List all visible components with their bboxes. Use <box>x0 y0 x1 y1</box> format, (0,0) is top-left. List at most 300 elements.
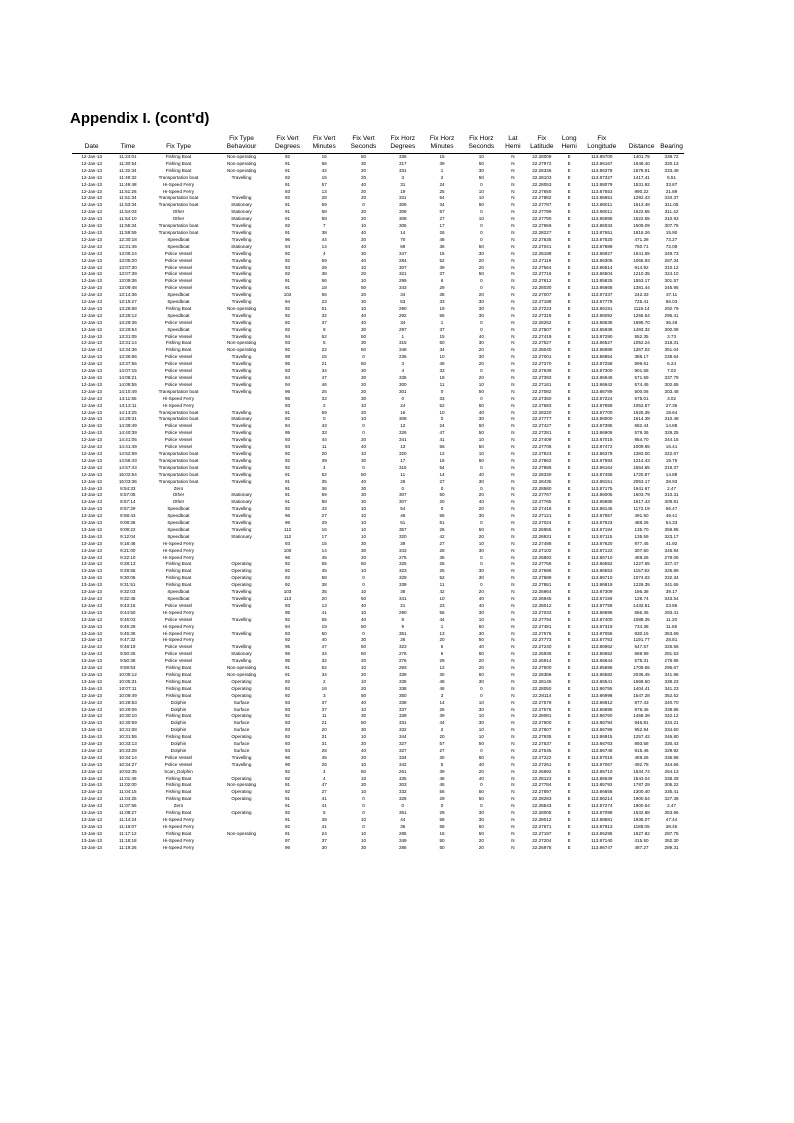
table-cell: N <box>511 305 515 311</box>
table-cell: 44 <box>439 616 445 622</box>
table-cell: 22.28005 <box>532 810 552 816</box>
table-cell: 318.31 <box>664 340 679 346</box>
table-cell: 20 <box>360 782 367 788</box>
table-cell: 50 <box>478 526 484 532</box>
table-cell: N <box>511 209 515 215</box>
table-cell: E <box>567 223 571 229</box>
table-cell: N <box>511 437 515 443</box>
table-cell: 22.27659 <box>532 223 552 229</box>
table-cell: E <box>567 782 571 788</box>
table-cell: 94 <box>284 423 291 429</box>
table-cell: Fishing Boat <box>165 340 192 346</box>
table-cell: 12-Jan-13 <box>81 354 102 360</box>
table-cell: 22.27972 <box>532 160 552 166</box>
table-cell: 18 <box>321 285 327 291</box>
table-cell: 310.31 <box>664 492 679 498</box>
table-cell: 5 <box>440 761 444 767</box>
table-cell: 10 <box>478 195 484 201</box>
table-cell: N <box>511 582 515 588</box>
table-cell: 92 <box>284 450 291 456</box>
table-cell: Travelling <box>231 644 252 650</box>
table-cell: 44 <box>439 720 445 726</box>
table-cell: 0 <box>401 485 405 491</box>
table-cell: 113.88151 <box>591 478 613 484</box>
table-cell: 952.94 <box>634 727 649 733</box>
table-cell: Stationary <box>231 216 252 222</box>
table-cell: 113.86946 <box>591 375 613 380</box>
table-cell: 91 <box>284 409 291 415</box>
table-cell: 26 <box>439 229 445 235</box>
table-cell: E <box>567 174 571 180</box>
table-cell: 8 <box>401 616 405 622</box>
table-cell: 16 <box>400 409 406 415</box>
table-cell: 40 <box>478 602 484 608</box>
table-cell: 0 <box>362 823 365 829</box>
table-cell: 13-Jan-13 <box>81 630 102 636</box>
table-cell: 10 <box>478 450 484 456</box>
table-cell: 491.50 <box>634 513 649 519</box>
table-cell: 12-Jan-13 <box>81 368 102 374</box>
table-cell: 113.86011 <box>591 202 613 208</box>
table-cell: 0 <box>401 803 405 809</box>
table-cell: 12-Jan-13 <box>81 326 102 332</box>
table-cell: 93 <box>284 340 291 346</box>
table-cell: 14:41:05 <box>118 437 137 443</box>
table-cell: 13-Jan-13 <box>81 665 102 671</box>
table-cell: 342 <box>398 761 407 767</box>
table-cell: 292 <box>398 312 407 318</box>
table-cell: 0 <box>362 430 365 436</box>
table-cell: 40 <box>360 229 367 235</box>
table-cell: 13-Jan-13 <box>81 616 102 622</box>
table-cell: 13-Jan-13 <box>81 609 102 615</box>
table-cell: 20 <box>360 209 367 215</box>
table-cell: 10 <box>360 506 367 512</box>
table-cell: E <box>567 520 571 526</box>
table-cell: 12 <box>400 423 406 429</box>
table-cell: 9:18:48 <box>120 540 136 546</box>
table-cell: 22.26945 <box>532 596 552 601</box>
table-cell: 37 <box>439 271 445 277</box>
table-cell: Speedboat <box>167 299 190 305</box>
table-cell: 0 <box>480 561 483 567</box>
table-cell: 285 <box>398 830 407 836</box>
table-cell: 10:29:06 <box>118 706 137 712</box>
table-cell: E <box>567 651 571 657</box>
table-cell: N <box>511 174 515 180</box>
table-cell: 20 <box>360 174 367 180</box>
table-cell: 15 <box>439 154 445 159</box>
table-cell: 59 <box>321 409 327 415</box>
table-cell: 10:05:12 <box>118 671 137 677</box>
table-cell: Travelling <box>231 589 252 595</box>
table-cell: 30 <box>478 478 484 484</box>
table-row <box>72 603 684 610</box>
table-cell: 13-Jan-13 <box>81 678 102 684</box>
table-cell: 13-Jan-13 <box>81 747 102 753</box>
table-cell: Operating <box>231 568 252 574</box>
table-cell: 1531.92 <box>633 181 650 187</box>
table-cell: 31 <box>321 734 327 740</box>
table-cell: E <box>567 499 571 505</box>
table-cell: N <box>511 630 515 636</box>
table-cell: 323.17 <box>664 533 679 539</box>
table-cell: 113.86868 <box>591 285 613 291</box>
table-cell: 1381.44 <box>633 285 650 291</box>
table-cell: 47.44 <box>665 817 678 822</box>
table-cell: 349 <box>398 837 407 843</box>
table-cell: 6 <box>440 278 444 284</box>
table-cell: 16 <box>439 830 445 836</box>
table-cell: 12-Jan-13 <box>81 223 102 229</box>
table-cell: 290 <box>398 609 407 615</box>
column-header: Fix Horz Minutes <box>422 135 461 154</box>
table-row <box>72 334 684 341</box>
table-cell: 1900.54 <box>633 803 650 809</box>
table-row <box>72 347 684 354</box>
table-cell: Travelling <box>231 326 252 332</box>
table-cell: 332 <box>398 727 407 733</box>
table-row <box>72 278 684 285</box>
table-cell: N <box>511 844 515 850</box>
table-cell: N <box>511 658 515 664</box>
table-row <box>72 589 684 596</box>
table-cell: 1432.61 <box>633 602 650 608</box>
table-cell: 22.27823 <box>532 450 552 456</box>
table-cell: 12-Jan-13 <box>81 409 102 415</box>
table-cell: 69 <box>400 243 406 249</box>
table-cell: 39 <box>439 713 445 719</box>
table-cell: N <box>511 651 515 657</box>
table-cell: 0 <box>480 582 483 588</box>
table-cell: 22.26892 <box>532 554 552 560</box>
table-cell: 12-Jan-13 <box>81 236 102 242</box>
table-cell: 20 <box>321 450 327 456</box>
table-cell: 12-Jan-13 <box>81 305 102 311</box>
table-cell: 10 <box>439 596 445 601</box>
table-cell: E <box>567 216 571 222</box>
table-cell: 19 <box>400 188 406 194</box>
table-cell: 9:31:51 <box>120 582 136 588</box>
table-cell: 30 <box>439 754 445 760</box>
table-cell: 238.64 <box>664 354 679 360</box>
table-cell: 323 <box>398 644 407 650</box>
table-cell: 10 <box>360 520 367 526</box>
table-cell: Speedboat <box>167 526 190 532</box>
table-cell: 41 <box>321 796 327 802</box>
table-cell: 13:07:30 <box>118 264 137 270</box>
table-cell: 0 <box>480 685 483 691</box>
table-cell: 20 <box>321 596 327 601</box>
table-cell: 6 <box>440 651 444 657</box>
table-cell: 1709.55 <box>633 665 650 671</box>
table-cell: 47 <box>439 430 445 436</box>
table-row <box>72 430 684 437</box>
table-cell: 1 <box>401 333 405 339</box>
column-header: Lat Hemi <box>501 135 525 154</box>
table-cell: Stationary <box>231 499 252 505</box>
table-cell: 13-Jan-13 <box>81 554 102 560</box>
table-cell: 50 <box>478 651 484 657</box>
table-cell: 12 <box>439 665 445 671</box>
table-cell: 0 <box>480 747 483 753</box>
table-cell: E <box>567 257 571 263</box>
table-row <box>72 223 684 230</box>
table-cell: 325 <box>398 796 407 802</box>
table-cell: 13 <box>400 444 406 450</box>
table-cell: 0 <box>440 388 444 394</box>
table-cell: 22.26914 <box>532 658 552 664</box>
table-cell: Transportation boat <box>158 409 199 415</box>
table-cell: 12-Jan-13 <box>81 361 102 367</box>
table-row <box>72 154 684 161</box>
table-cell: 25 <box>439 568 445 574</box>
table-cell: 54 <box>439 464 445 470</box>
table-cell: 12-Jan-13 <box>81 167 102 173</box>
table-cell: 50 <box>439 492 445 498</box>
table-cell: 98 <box>284 354 291 360</box>
table-cell: E <box>567 810 571 816</box>
table-cell: Transportation boat <box>158 457 199 463</box>
table-cell: 324.10 <box>664 271 679 277</box>
table-cell: 22.28227 <box>532 229 552 235</box>
table-cell: N <box>511 526 515 532</box>
table-cell: 20 <box>439 637 445 643</box>
table-row <box>72 672 684 679</box>
table-cell: 22.28030 <box>532 285 552 291</box>
table-cell: 582.44 <box>634 423 649 429</box>
table-cell: 50 <box>360 720 367 726</box>
table-cell: 113.86794 <box>591 720 613 726</box>
table-cell: E <box>567 623 571 629</box>
table-cell: 52 <box>439 575 445 581</box>
table-cell: N <box>511 768 515 774</box>
table-cell: N <box>511 271 515 277</box>
table-cell: 0 <box>362 796 365 802</box>
table-cell: 10 <box>360 775 367 781</box>
table-cell: 24 <box>439 423 445 429</box>
table-cell: 0 <box>480 326 483 332</box>
table-cell: 13-Jan-13 <box>81 520 102 526</box>
table-cell: 113.87337 <box>591 292 613 298</box>
table-cell: 92 <box>284 195 291 201</box>
table-cell: 16 <box>321 526 327 532</box>
table-cell: 31 <box>400 181 406 187</box>
table-cell: Zero <box>173 485 184 491</box>
table-cell: 11:01:46 <box>119 775 137 781</box>
table-cell: 12-Jan-13 <box>81 347 102 353</box>
table-cell: 113.86748 <box>591 747 613 753</box>
table-cell: 27.35 <box>665 402 678 408</box>
table-row <box>72 610 684 617</box>
table-cell: N <box>511 596 515 601</box>
table-cell: 14.88 <box>665 423 678 429</box>
table-cell: 113.87016 <box>591 754 613 760</box>
table-cell: 10 <box>360 837 367 843</box>
table-cell: 12-Jan-13 <box>81 188 102 194</box>
table-cell <box>213 555 271 562</box>
table-cell: 50 <box>360 154 367 159</box>
table-cell: 36 <box>439 243 445 249</box>
table-cell: 22.27418 <box>532 506 552 512</box>
table-cell: 92 <box>284 457 291 463</box>
table-cell: 318.37 <box>664 464 679 470</box>
table-cell: 40 <box>478 471 484 477</box>
table-cell: 1191.77 <box>633 637 650 643</box>
table-cell: 22.28346 <box>532 167 552 173</box>
table-cell: Non-operating <box>226 782 257 788</box>
table-cell: 91 <box>284 216 291 222</box>
table-cell: 28.93 <box>665 478 678 484</box>
table-cell: 327.36 <box>664 796 679 802</box>
table-cell: 10 <box>360 678 367 684</box>
table-cell: 92 <box>284 678 291 684</box>
table-cell: 22.27261 <box>532 761 552 767</box>
table-cell: 13-Jan-13 <box>81 513 102 519</box>
table-cell: 93 <box>284 720 291 726</box>
table-cell: 22.27671 <box>532 823 552 829</box>
table-cell: 1227.65 <box>633 561 650 567</box>
table-cell: 20 <box>478 837 484 843</box>
table-cell: E <box>567 678 571 684</box>
table-row <box>72 389 684 396</box>
table-cell: E <box>567 547 571 553</box>
table-cell: 33.87 <box>665 181 678 187</box>
table-cell: 113.86651 <box>591 195 613 201</box>
table-cell: E <box>567 278 571 284</box>
table-cell: 1547.28 <box>633 692 650 698</box>
table-cell: E <box>567 741 571 747</box>
table-cell: E <box>567 209 571 215</box>
table-cell: 10:09:49 <box>118 692 137 698</box>
table-cell: 341.23 <box>664 685 679 691</box>
table-cell: 96 <box>284 513 291 519</box>
table-cell: 45 <box>321 568 327 574</box>
table-cell: 50 <box>478 823 484 829</box>
table-cell: 10 <box>360 416 367 422</box>
table-cell: 17 <box>321 533 327 539</box>
table-cell: 331 <box>398 720 407 726</box>
table-cell: 297 <box>398 326 407 332</box>
table-cell: 113.86760 <box>591 713 613 719</box>
table-cell: 351.04 <box>664 347 679 353</box>
table-cell: 91 <box>284 278 291 284</box>
table-cell: 12-Jan-13 <box>81 160 102 166</box>
table-cell: 113.86034 <box>591 223 613 229</box>
table-row <box>72 244 684 251</box>
table-row <box>72 437 684 444</box>
table-cell: 13-Jan-13 <box>81 602 102 608</box>
table-row <box>72 644 684 651</box>
table-cell: 93 <box>284 602 291 608</box>
table-cell: 14:10:49 <box>118 388 137 394</box>
table-cell: 352.52 <box>664 692 679 698</box>
table-row <box>72 237 684 244</box>
table-cell: 4 <box>322 768 326 774</box>
table-cell: 22.27204 <box>532 837 552 843</box>
table-cell: 18.64 <box>665 409 678 415</box>
table-cell: 22.28330 <box>532 471 552 477</box>
table-cell: 12-Jan-13 <box>81 271 102 277</box>
table-cell: 20 <box>478 533 484 539</box>
table-cell: Fishing Boat <box>165 830 192 836</box>
table-cell: 28 <box>439 547 445 553</box>
table-row <box>72 486 684 493</box>
table-cell: 329.92 <box>664 747 679 753</box>
table-cell: 93 <box>284 437 291 443</box>
table-cell: 22.27886 <box>532 464 552 470</box>
table-cell <box>213 182 271 189</box>
table-cell: 113.88079 <box>591 181 613 187</box>
table-cell: 38 <box>439 292 445 298</box>
table-cell: 13-Jan-13 <box>81 685 102 691</box>
table-cell: N <box>511 540 515 546</box>
table-cell: 13:07:39 <box>118 271 137 277</box>
table-cell: N <box>511 243 515 249</box>
table-cell: Travelling <box>231 506 252 512</box>
table-cell: 20 <box>360 292 367 298</box>
table-cell: 0 <box>440 803 444 809</box>
table-cell: 45 <box>321 754 327 760</box>
table-row <box>72 520 684 527</box>
table-cell: 311.42 <box>664 209 679 215</box>
table-row <box>72 686 684 693</box>
table-cell: N <box>511 823 515 829</box>
table-cell: 30 <box>360 540 367 546</box>
table-cell: 135.59 <box>634 533 649 539</box>
table-cell: 22.27545 <box>532 747 552 753</box>
table-cell: Travelling <box>231 630 252 636</box>
table-cell: 40 <box>478 644 484 650</box>
table-cell: Speedboat <box>167 243 190 249</box>
table-cell: 1720.87 <box>633 471 650 477</box>
table-cell: 13-Jan-13 <box>81 720 102 726</box>
table-cell: 113.86962 <box>591 644 613 650</box>
table-cell: 12-Jan-13 <box>81 264 102 270</box>
table-cell: 29 <box>439 810 445 816</box>
table-cell: 877.43 <box>634 699 649 705</box>
table-cell: 51 <box>321 305 327 311</box>
table-cell: Travelling <box>231 285 252 291</box>
table-cell: 14:08:55 <box>118 381 137 387</box>
table-cell: Operating <box>231 796 252 802</box>
table-cell: Speedboat <box>167 520 190 526</box>
table-row <box>72 637 684 644</box>
table-cell: 91 <box>284 229 291 235</box>
table-cell: Police Vessel <box>164 430 193 436</box>
table-cell: 70 <box>400 236 406 242</box>
table-row <box>72 582 684 589</box>
table-cell: 1055.93 <box>633 257 650 263</box>
table-cell: 50 <box>360 692 367 698</box>
table-cell: 1900.54 <box>633 796 650 802</box>
table-cell: 571.59 <box>634 375 649 380</box>
table-cell: N <box>511 299 515 305</box>
table-cell: 308 <box>398 416 407 422</box>
table-cell: Hi-Speed Ferry <box>162 402 195 408</box>
table-cell: 332 <box>398 789 407 795</box>
table-cell: 28 <box>321 195 327 201</box>
table-row <box>72 741 684 748</box>
table-cell: 20 <box>360 388 367 394</box>
table-cell: Travelling <box>231 444 252 450</box>
table-cell: 92 <box>284 154 291 159</box>
table-cell: 20 <box>321 727 327 733</box>
table-cell: 91 <box>284 817 291 822</box>
table-cell: 22.27500 <box>532 665 552 671</box>
table-cell: 338 <box>398 699 407 705</box>
table-cell: 22.27024 <box>532 520 552 526</box>
